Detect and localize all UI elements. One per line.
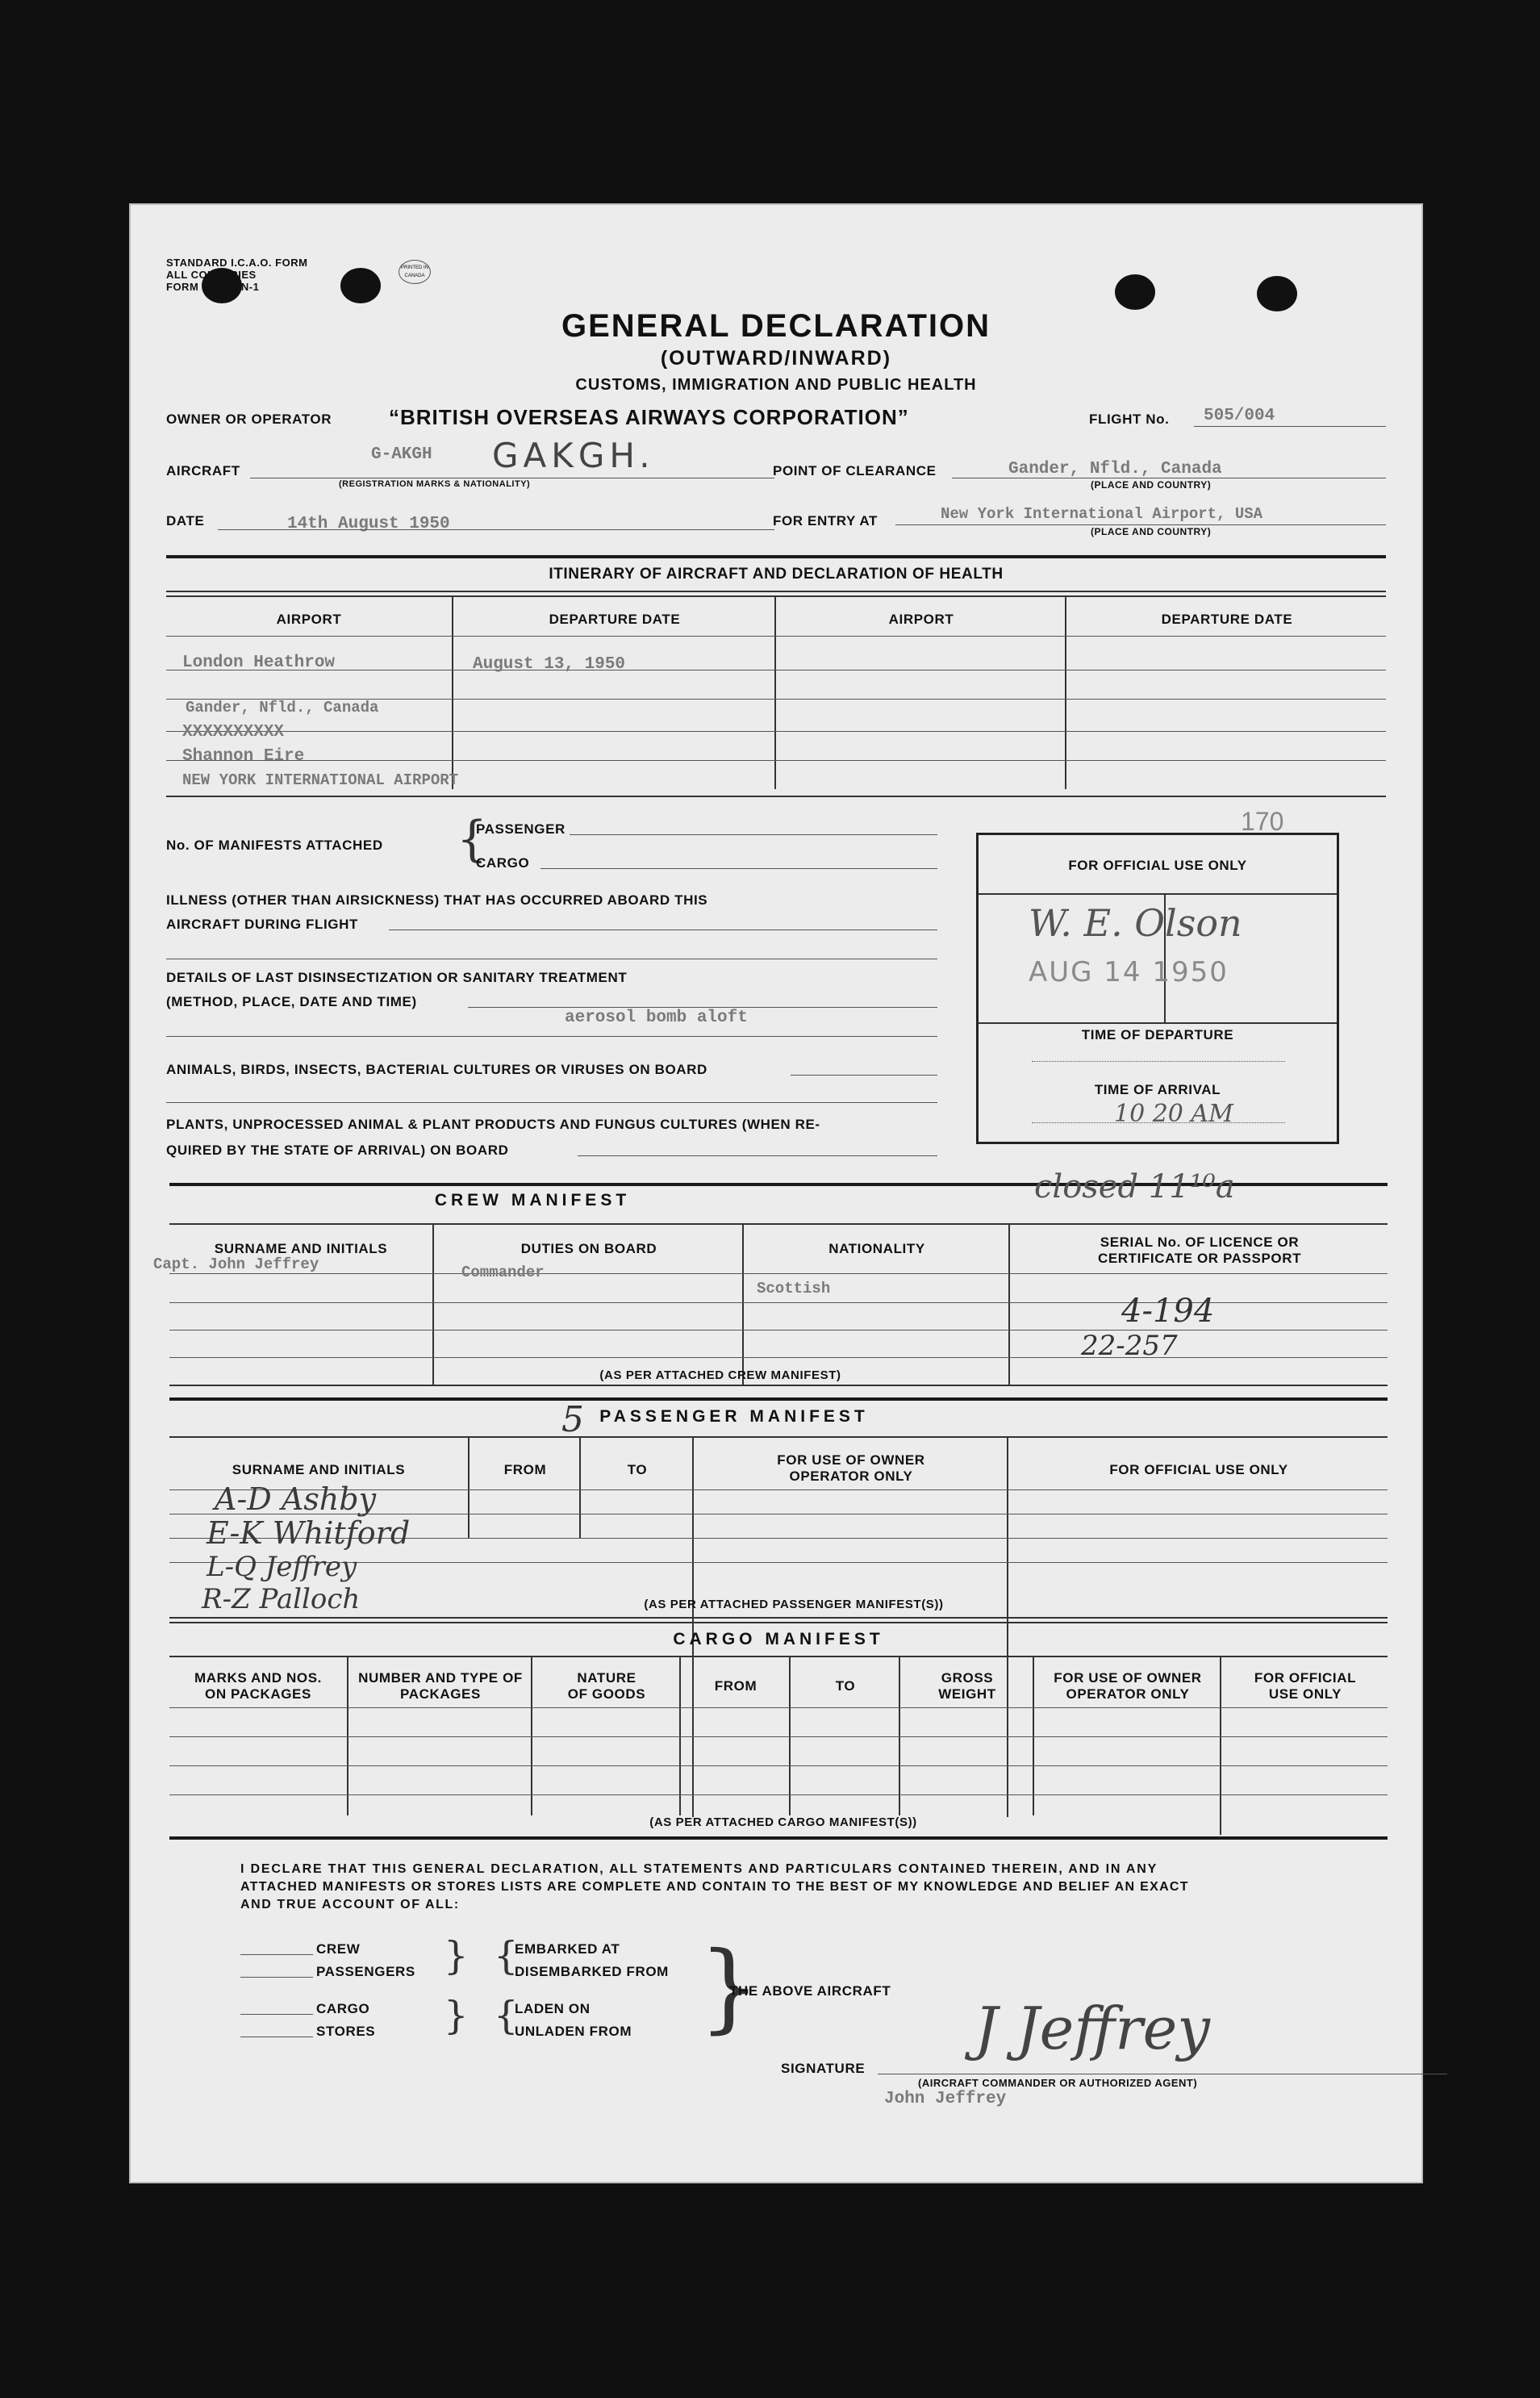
cargo-header-official: FOR OFFICIAL USE ONLY xyxy=(1254,1670,1357,1702)
manifests-label: No. OF MANIFESTS ATTACHED xyxy=(166,838,383,853)
itinerary-header-departure-2: DEPARTURE DATE xyxy=(1161,612,1293,627)
itinerary-title: ITINERARY OF AIRCRAFT AND DECLARATION OF HEALTH xyxy=(549,566,1004,583)
official-signature: W. E. Olson xyxy=(1029,901,1242,945)
official-stamp: AUG 14 1950 xyxy=(1029,956,1229,988)
date-value: 14th August 1950 xyxy=(287,515,450,533)
manifests-brace: { xyxy=(457,811,488,867)
crew-row-name: Capt. John Jeffrey xyxy=(153,1255,319,1273)
aircraft-label: AIRCRAFT xyxy=(166,463,240,478)
passenger-entry-1: A-D Ashby xyxy=(215,1481,377,1517)
declaration-stores: STORES xyxy=(316,2024,376,2039)
flight-value: 505/004 xyxy=(1204,407,1275,425)
crew-closed-note: closed 11¹⁰a xyxy=(1034,1168,1235,1205)
crew-serial-2: 22-257 xyxy=(1081,1330,1178,1362)
passenger-header-surname: SURNAME AND INITIALS xyxy=(232,1462,406,1477)
signature-handwritten: J Jeffrey xyxy=(974,1995,1210,2062)
time-of-arrival-label: TIME OF ARRIVAL xyxy=(1094,1082,1221,1097)
date-label: DATE xyxy=(166,513,205,528)
brace: { xyxy=(494,1993,519,2038)
declaration-unladen: UNLADEN FROM xyxy=(515,2024,632,2039)
owner-label: OWNER OR OPERATOR xyxy=(166,412,332,427)
passenger-header-from: FROM xyxy=(503,1462,547,1477)
itinerary-header-airport-2: AIRPORT xyxy=(888,612,954,627)
declaration-crew: CREW xyxy=(316,1941,361,1957)
declaration-line2: ATTACHED MANIFESTS OR STORES LISTS ARE COMPLETE AND CONTAIN TO THE BEST OF MY KNOWLEDGE AND BELIEF AN EXACT xyxy=(240,1880,1189,1894)
passenger-manifest-title: PASSENGER MANIFEST xyxy=(599,1407,869,1426)
crew-serial-1: 4-194 xyxy=(1121,1293,1215,1330)
passenger-entry-4: R-Z Palloch xyxy=(202,1583,361,1615)
clearance-value: Gander, Nfld., Canada xyxy=(1008,460,1222,478)
manifests-passenger: PASSENGER xyxy=(476,821,566,837)
entry-caption: (PLACE AND COUNTRY) xyxy=(1091,526,1212,537)
brace: } xyxy=(444,1993,469,2038)
crew-row-duty: Commander xyxy=(461,1264,545,1281)
entry-label: FOR ENTRY AT xyxy=(773,513,878,528)
page-subtitle: (OUTWARD/INWARD) xyxy=(660,347,892,370)
cargo-header-number: NUMBER AND TYPE OF PACKAGES xyxy=(358,1670,523,1702)
clearance-caption: (PLACE AND COUNTRY) xyxy=(1091,479,1212,491)
aircraft-handwritten: GAKGH. xyxy=(492,436,655,475)
passenger-header-owner: FOR USE OF OWNER OPERATOR ONLY xyxy=(777,1452,925,1484)
entry-value: New York International Airport, USA xyxy=(941,505,1263,523)
itinerary-header-departure: DEPARTURE DATE xyxy=(549,612,681,627)
illness-line1: ILLNESS (OTHER THAN AIRSICKNESS) THAT HAS OCCURRED ABOARD THIS xyxy=(166,892,708,908)
declaration-above-aircraft: THE ABOVE AIRCRAFT xyxy=(729,1983,891,1999)
declaration-embarked: EMBARKED AT xyxy=(515,1941,620,1957)
disinsect-line1: DETAILS OF LAST DISINSECTIZATION OR SANITARY TREATMENT xyxy=(166,970,628,985)
signature-label: SIGNATURE xyxy=(781,2061,866,2076)
declaration-cargo: CARGO xyxy=(316,2001,370,2016)
itinerary-departure-1: August 13, 1950 xyxy=(473,655,626,674)
cargo-header-weight: GROSS WEIGHT xyxy=(938,1670,996,1702)
animals-label: ANIMALS, BIRDS, INSECTS, BACTERIAL CULTURES OR VIRUSES ON BOARD xyxy=(166,1062,707,1077)
crew-header-surname: SURNAME AND INITIALS xyxy=(214,1241,388,1256)
crew-header-serial: SERIAL No. OF LICENCE OR CERTIFICATE OR PASSPORT xyxy=(1097,1235,1302,1266)
brace: { xyxy=(494,1933,519,1978)
brace: } xyxy=(699,1932,761,2044)
declaration-laden: LADEN ON xyxy=(515,2001,591,2016)
cargo-header-from: FROM xyxy=(714,1678,757,1694)
aircraft-typed: G-AKGH xyxy=(371,445,432,464)
itinerary-airport-4: Shannon Eire xyxy=(182,747,305,766)
punch-hole xyxy=(1257,276,1297,311)
owner-value: “BRITISH OVERSEAS AIRWAYS CORPORATION” xyxy=(389,405,909,429)
manifests-cargo: CARGO xyxy=(476,855,530,871)
time-of-departure-label: TIME OF DEPARTURE xyxy=(1081,1027,1234,1042)
itinerary-airport-3: XXXXXXXXXX xyxy=(182,723,285,742)
printer-seal: PRINTED IN CANADA xyxy=(399,260,431,284)
aircraft-caption: (REGISTRATION MARKS & NATIONALITY) xyxy=(339,479,531,489)
itinerary-airport-5: NEW YORK INTERNATIONAL AIRPORT xyxy=(182,771,459,789)
manifests-note: 170 xyxy=(1241,807,1284,836)
disinsect-line2: (METHOD, PLACE, DATE AND TIME) xyxy=(166,994,417,1009)
illness-line2: AIRCRAFT DURING FLIGHT xyxy=(166,917,358,932)
brace: } xyxy=(444,1933,469,1978)
cargo-header-marks: MARKS AND NOS. ON PACKAGES xyxy=(194,1670,322,1702)
crew-header-nationality: NATIONALITY xyxy=(828,1241,925,1256)
cargo-header-to: TO xyxy=(835,1678,856,1694)
cargo-header-owner: FOR USE OF OWNER OPERATOR ONLY xyxy=(1054,1670,1202,1702)
clearance-label: POINT OF CLEARANCE xyxy=(773,463,937,478)
crew-row-nationality: Scottish xyxy=(757,1280,831,1297)
passenger-count: 5 xyxy=(561,1399,584,1440)
page-title: GENERAL DECLARATION xyxy=(561,308,991,344)
passenger-entry-3: L-Q Jeffrey xyxy=(207,1551,357,1583)
signature-typed: John Jeffrey xyxy=(884,2090,1007,2108)
crew-header-duties: DUTIES ON BOARD xyxy=(520,1241,657,1256)
passenger-footer: (AS PER ATTACHED PASSENGER MANIFEST(S)) xyxy=(644,1598,944,1611)
cargo-header-nature: NATURE OF GOODS xyxy=(567,1670,646,1702)
official-use-title: FOR OFFICIAL USE ONLY xyxy=(1068,858,1247,873)
plants-line1: PLANTS, UNPROCESSED ANIMAL & PLANT PRODUCTS AND FUNGUS CULTURES (WHEN RE- xyxy=(166,1117,820,1132)
itinerary-header-airport: AIRPORT xyxy=(276,612,342,627)
cargo-manifest-title: CARGO MANIFEST xyxy=(673,1630,884,1648)
declaration-disembarked: DISEMBARKED FROM xyxy=(515,1964,669,1979)
flight-label: FLIGHT No. xyxy=(1089,412,1170,427)
signature-caption: (AIRCRAFT COMMANDER OR AUTHORIZED AGENT) xyxy=(918,2077,1198,2089)
passenger-header-to: TO xyxy=(627,1462,648,1477)
declaration-form xyxy=(129,203,1423,2183)
declaration-line3: AND TRUE ACCOUNT OF ALL: xyxy=(240,1898,460,1911)
page-subtitle-2: CUSTOMS, IMMIGRATION AND PUBLIC HEALTH xyxy=(575,376,977,394)
official-use-box xyxy=(976,833,1339,1144)
itinerary-airport-2: Gander, Nfld., Canada xyxy=(186,699,379,716)
form-number: STANDARD I.C.A.O. FORM ALL COUNTRIES FORM No. MON-1 xyxy=(166,257,308,293)
punch-hole xyxy=(1115,274,1155,310)
declaration-passengers: PASSENGERS xyxy=(316,1964,415,1979)
passenger-entry-2: E-K Whitford xyxy=(207,1515,411,1551)
itinerary-airport-1: London Heathrow xyxy=(182,654,336,672)
time-of-arrival-value: 10 20 AM xyxy=(1114,1100,1233,1128)
cargo-footer: (AS PER ATTACHED CARGO MANIFEST(S)) xyxy=(649,1815,917,1829)
crew-manifest-title: CREW MANIFEST xyxy=(434,1191,631,1209)
declaration-line1: I DECLARE THAT THIS GENERAL DECLARATION, ALL STATEMENTS AND PARTICULARS CONTAINED THEREIN, AND IN ANY xyxy=(240,1862,1158,1876)
disinsect-value: aerosol bomb aloft xyxy=(565,1009,748,1027)
crew-footer: (AS PER ATTACHED CREW MANIFEST) xyxy=(599,1368,841,1382)
plants-line2: QUIRED BY THE STATE OF ARRIVAL) ON BOARD xyxy=(166,1143,509,1158)
passenger-header-official: FOR OFFICIAL USE ONLY xyxy=(1109,1462,1288,1477)
punch-hole xyxy=(340,268,381,303)
